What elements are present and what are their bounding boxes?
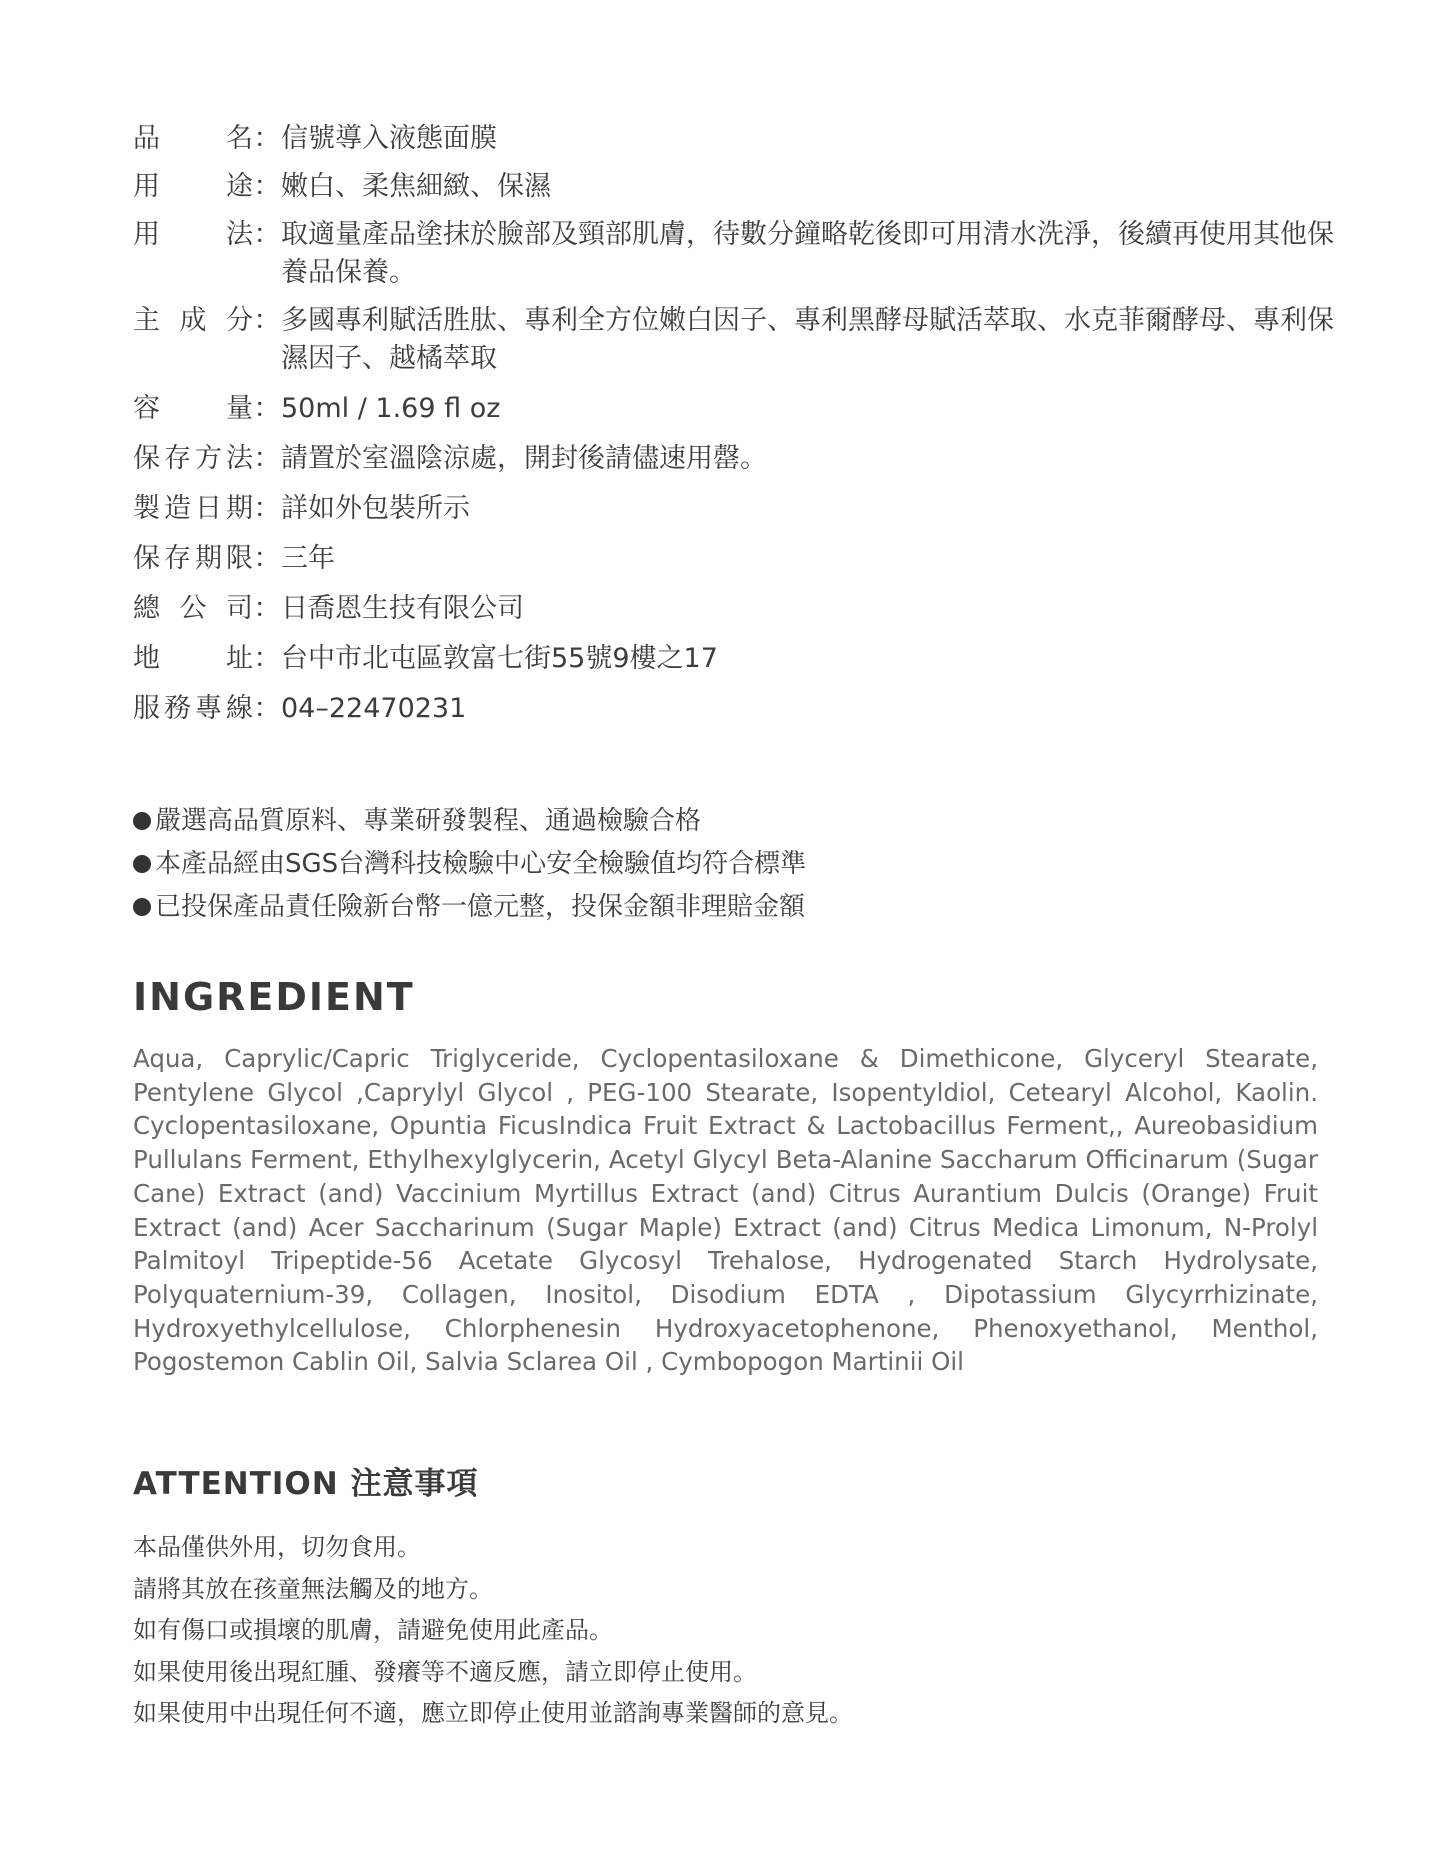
spec-value: 三年 [281,543,335,574]
label-char: 容 [133,393,160,424]
label-char: 法 [226,219,253,250]
label-char: 公 [179,593,207,624]
spec-row-address [133,640,1353,678]
spec-label [133,440,253,478]
spec-value: 嫩白、柔焦細緻、保濕 [281,171,551,202]
bullet-text: 本產品經由SGS台灣科技檢驗中心安全檢驗值均符合標準 [155,849,807,879]
attention-heading: ATTENTION 注意事項 [133,1466,479,1502]
spec-value: 信號導入液態面膜 [281,123,497,154]
label-char: 法 [226,443,253,474]
label-char: 存 [164,443,191,474]
bullet-item [133,843,806,886]
spec-label [133,690,253,728]
spec-value: 請置於室溫陰涼處，開封後請儘速用罄。 [281,443,767,474]
label-char: 專 [195,693,222,724]
label-char: 主 [133,305,160,336]
spec-value: 詳如外包裝所示 [281,493,470,524]
spec-row-manufacture-date [133,490,1353,528]
bullet-dot-icon [133,898,151,916]
spec-value: 取適量產品塗抹於臉部及頸部肌膚，待數分鐘略乾後即可用清水洗淨，後續再使用其他保養品保養。 [281,219,1334,288]
spec-row-company [133,590,1353,628]
colon: ： [253,219,281,250]
colon: ： [253,493,281,524]
bullet-item [133,886,806,929]
label-char: 日 [195,493,222,524]
attention-item: 本品僅供外用，切勿食用。 [133,1533,421,1561]
spec-label [133,540,253,578]
spec-label [133,216,253,254]
label-char: 保 [133,443,160,474]
label-char: 保 [133,543,160,574]
spec-row-volume [133,390,1353,428]
spec-row-hotline [133,690,1353,728]
label-char: 址 [226,643,253,674]
label-char: 製 [133,493,160,524]
spec-label [133,168,253,206]
spec-label [133,390,253,428]
colon: ： [253,593,281,624]
colon: ： [253,443,281,474]
spec-value: 50ml / 1.69 fl oz [281,393,501,424]
colon: ： [253,693,281,724]
label-char: 名 [226,123,253,154]
bullet-text: 嚴選高品質原料、專業研發製程、通過檢驗合格 [155,806,702,836]
colon: ： [253,543,281,574]
bullet-text: 已投保產品責任險新台幣一億元整，投保金額非理賠金額 [155,892,806,922]
label-char: 用 [133,171,160,202]
ingredient-heading: INGREDIENT [133,975,415,1019]
attention-item: 如果使用後出現紅腫、發癢等不適反應，請立即停止使用。 [133,1657,757,1686]
label-char: 方 [195,443,222,474]
label-char: 總 [133,593,160,624]
spec-value: 多國專利賦活胜肽、專利全方位嫩白因子、專利黑酵母賦活萃取、水克菲爾酵母、專利保濕因子、越橘萃取 [281,305,1334,374]
label-char: 品 [133,123,160,154]
spec-row-method [133,216,1353,292]
spec-row-ingredients-main [133,302,1353,378]
label-char: 期 [226,493,253,524]
label-char: 務 [164,693,191,724]
attention-item: 如果使用中出現任何不適，應立即停止使用並諮詢專業醫師的意見。 [133,1699,853,1727]
colon: ： [253,643,281,674]
label-char: 分 [226,305,253,336]
spec-label [133,490,253,528]
spec-row-name [133,120,1353,158]
label-char: 限 [226,543,253,574]
label-char: 存 [164,543,191,574]
label-char: 地 [133,643,160,674]
bullet-dot-icon [133,812,151,830]
spec-label [133,120,253,158]
label-char: 線 [226,693,253,724]
colon: ： [253,171,281,202]
spec-row-use [133,168,1353,206]
attention-item: 如有傷口或損壞的肌膚，請避免使用此產品。 [133,1616,613,1644]
label-char: 司 [226,593,253,624]
spec-value: 04–22470231 [281,693,467,724]
label-char: 用 [133,219,160,250]
colon: ： [253,305,281,336]
attention-list [133,1527,853,1735]
spec-list [133,120,1353,728]
label-char: 期 [195,543,222,574]
colon: ： [253,393,281,424]
label-char: 成 [179,305,207,336]
spec-row-storage [133,440,1353,478]
quality-bullets [133,800,806,929]
colon: ： [253,123,281,154]
spec-value: 日喬恩生技有限公司 [281,593,524,624]
spec-value: 台中市北屯區敦富七街55號9樓之17 [281,643,718,674]
spec-row-shelf-life [133,540,1353,578]
label-char: 造 [164,493,191,524]
label-char: 途 [226,171,253,202]
label-char: 服 [133,693,160,724]
label-char: 量 [226,393,253,424]
bullet-dot-icon [133,855,151,873]
spec-label [133,640,253,678]
bullet-item [133,800,806,843]
spec-label [133,302,253,340]
spec-label [133,590,253,628]
ingredient-list-text: Aqua, Caprylic/Capric Triglyceride, Cyclopentasiloxane & Dimethicone, Glyceryl Stearate, Pentylene Glycol ,Caprylyl Glycol , PEG-100 Stearate, Isopentyldiol, Cetearyl Alcohol, Kaolin. Cyclopentasiloxane, Opuntia FicusIndica Fruit Extract & Lactobacillus Ferment,, Aureobasidium Pullulans Ferment, Ethylhexylglycerin, Acetyl Glycyl Beta-Alanine Saccharum Officinarum (Sugar Cane) Extract (and) Vaccinium Myrtillus Extract (and) Citrus Aurantium Dulcis (Orange) Fruit Extract (and) Acer Saccharinum (Sugar Maple) Extract (and) Citrus Medica Limonum, N-Prolyl Palmitoyl Tripeptide-56 Acetate Glycosyl Trehalose, Hydrogenated Starch Hydrolysate, Polyquaternium-39, Collagen, Inositol, Disodium EDTA , Dipotassium Glycyrrhizinate, Hydroxyethylcellulose, Chlorphenesin Hydroxyacetophenone, Phenoxyethanol, Menthol, Pogostemon Cablin Oil, Salvia Sclarea Oil , Cymbopogon Martinii Oil [133,1044,1318,1377]
attention-item: 請將其放在孩童無法觸及的地方。 [133,1574,493,1603]
